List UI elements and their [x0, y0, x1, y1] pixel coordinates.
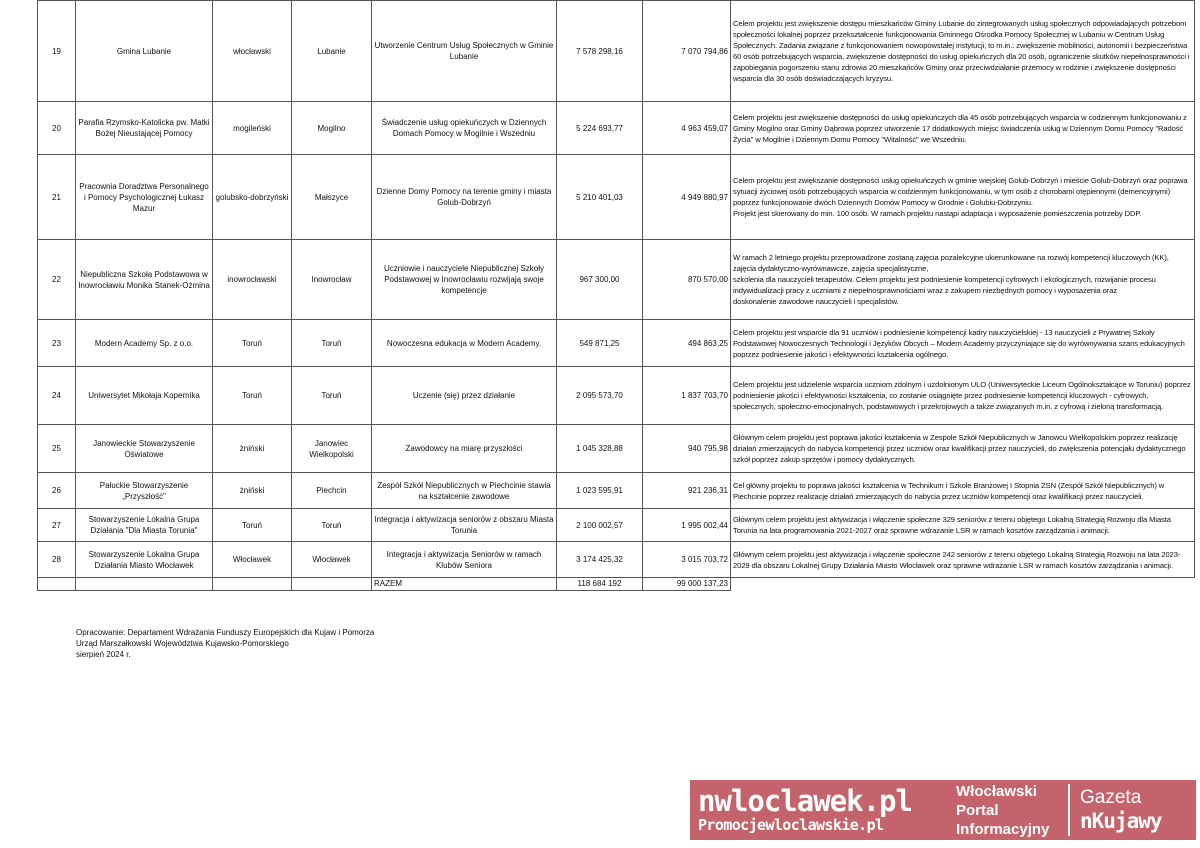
footer-line: sierpień 2024 r. [76, 650, 131, 659]
document-footer [76, 627, 374, 660]
table-body [38, 1, 1195, 591]
table-row [38, 320, 1195, 367]
beneficiary-cell: Niepubliczna Szkoła Podstawowa w Inowrocławiu Monika Stanek-Ożmina [76, 240, 213, 320]
watermark-banner [690, 780, 1196, 840]
funding-cell: 4 963 459,07 [643, 102, 731, 155]
commune-cell: Piechcin [292, 473, 372, 509]
commune-cell: Toruń [292, 509, 372, 542]
row-number: 22 [38, 240, 76, 320]
beneficiary-cell: Stowarzyszenie Lokalna Grupa Działania Miasto Włocławek [76, 542, 213, 578]
table-row [38, 473, 1195, 509]
banner-nkujawy-label: nKujawy [1080, 809, 1162, 833]
banner-portal-line: Włocławski [956, 782, 1037, 800]
table-row [38, 509, 1195, 542]
commune-cell: Małszyce [292, 155, 372, 240]
project-value-cell: 1 023 595,91 [557, 473, 643, 509]
description-paragraph: W ramach 2 letniego projektu przeprowadzone zostaną zajęcia pozalekcyjne ukierunkowane na rozwój kompetencji kluczowych (KK), zajęcia dydaktyczno-wyrównawcze, zajęcia specjalistyczne, [733, 253, 1169, 273]
project-value-cell: 549 871,25 [557, 320, 643, 367]
funding-cell: 870 570,00 [643, 240, 731, 320]
commune-cell: Lubanie [292, 1, 372, 102]
commune-cell: Toruń [292, 367, 372, 425]
row-number: 28 [38, 542, 76, 578]
row-number: 23 [38, 320, 76, 367]
project-title-cell: Zawodowcy na miarę przyszłości [372, 425, 557, 473]
row-number: 25 [38, 425, 76, 473]
project-value-cell: 5 224 693,77 [557, 102, 643, 155]
table-row [38, 155, 1195, 240]
project-value-cell: 2 100 002,57 [557, 509, 643, 542]
table-row [38, 367, 1195, 425]
table-row [38, 542, 1195, 578]
county-cell: inowrocławski [213, 240, 292, 320]
summary-value: 118 684 192 [557, 578, 643, 591]
table-row [38, 425, 1195, 473]
summary-blank [731, 578, 1195, 591]
county-cell: Toruń [213, 367, 292, 425]
funding-cell: 3 015 703,72 [643, 542, 731, 578]
banner-portal-line: Informacyjny [956, 820, 1050, 838]
project-value-cell: 2 095 573,70 [557, 367, 643, 425]
commune-cell: Toruń [292, 320, 372, 367]
description-cell: Cel główny projektu to poprawa jakości kształcenia w Technikum i Szkole Branżowej I Stopnia ZSN (Zespół Szkół Niepublicznych) w Piechcinie poprzez realizację działań zmierzających do nabycia przez uczniów kompetencji oraz kwalifikacji przez nauczycieli. [731, 473, 1195, 509]
summary-empty-cell [38, 578, 76, 591]
project-title-cell: Uczenie (się) przez działanie [372, 367, 557, 425]
beneficiary-cell: Modern Academy Sp. z o.o. [76, 320, 213, 367]
description-cell: Celem projektu jest udzielenie wsparcia uczniom zdolnym i uzdolnionym ULO (Uniwersyteckie Liceum Ogólnokształcące w Toruniu) poprzez podniesienie jakości i efektywności kształcenia, co zostanie osiągnięte przez podniesienie kompetencji kluczowych - cyfrowych, społecznych, społeczno-emocjonalnych, podstawowych i przekrojowych a także związanych m.in. z cyfrową i zieloną transformacją. [731, 367, 1195, 425]
footer-line: Opracowanie: Departament Wdrażania Funduszy Europejskich dla Kujaw i Pomorza [76, 628, 375, 637]
banner-portal [950, 780, 1062, 840]
project-value-cell: 5 210 401,03 [557, 155, 643, 240]
project-value-cell: 7 578 298,16 [557, 1, 643, 102]
banner-divider [1068, 784, 1070, 836]
row-number: 24 [38, 367, 76, 425]
row-number: 19 [38, 1, 76, 102]
beneficiary-cell: Parafia Rzymsko-Katolicka pw. Matki Bożej Nieustającej Pomocy [76, 102, 213, 155]
description-cell: Głównym celem projektu jest poprawa jakości kształcenia w Zespole Szkół Niepublicznych w Janowcu Wielkopolskim poprzez realizację działań zmierzających do nabycia kompetencji przez uczniów oraz kwalifikacji przez nauczycieli, do zwiększenia potencjału dydaktycznego szkół poprzez zakup sprzętów i pomocy dydaktycznych. [731, 425, 1195, 473]
summary-row [38, 578, 1195, 591]
summary-empty-cell [292, 578, 372, 591]
project-value-cell: 3 174 425,32 [557, 542, 643, 578]
funding-cell: 940 795,98 [643, 425, 731, 473]
county-cell: żniński [213, 425, 292, 473]
project-title-cell: Zespół Szkół Niepublicznych w Piechcinie stawia na kształcenie zawodowe [372, 473, 557, 509]
commune-cell: Inowrocław [292, 240, 372, 320]
footer-line: Urząd Marszałkowski Województwa Kujawsko-Pomorskiego [76, 639, 289, 648]
table-row [38, 102, 1195, 155]
county-cell: Toruń [213, 320, 292, 367]
project-title-cell: Świadczenie usług opiekuńczych w Dziennych Domach Pomocy w Mogilnie i Wszedniu [372, 102, 557, 155]
project-value-cell: 967 300,00 [557, 240, 643, 320]
project-title-cell: Utworzenie Centrum Usług Społecznych w Gminie Lubanie [372, 1, 557, 102]
beneficiary-cell: Uniwersytet Mikołaja Kopernika [76, 367, 213, 425]
funding-cell: 1 837 703,70 [643, 367, 731, 425]
funding-cell: 494 863,25 [643, 320, 731, 367]
row-number: 27 [38, 509, 76, 542]
commune-cell: Mogilno [292, 102, 372, 155]
banner-portal-line: Portal [956, 801, 999, 819]
summary-empty-cell [76, 578, 213, 591]
banner-sites [690, 780, 950, 840]
project-title-cell: Dzienne Domy Pomocy na terenie gminy i miasta Golub-Dobrzyń [372, 155, 557, 240]
description-paragraph: Celem projektu jest zwiększanie dostępności usług opiekuńczych w gminie wiejskiej Golub-Dobrzyń i mieście Golub-Dobrzyń oraz poprawa sytuacji życiowej osób potrzebujących wsparcia w codziennym funkcjonowaniu, w tym osób z chorobami otępiennymi (demencyjnymi) poprzez funkcjonowanie dwóch Dziennych Domów Pomocy w Grodnie i Golubiu-Dobrzyniu. [733, 176, 1188, 207]
description-paragraph: Projekt jest skierowany do min. 100 osób. W ramach projektu nastąpi adaptacja i wyposażenie pomieszczenia potrzeby DDP. [733, 209, 1142, 218]
funding-cell: 1 995 002,44 [643, 509, 731, 542]
description-cell: Celem projektu jest zwiększenie dostępności do usług opiekuńczych dla 45 osób potrzebujących wsparcia w codziennym funkcjonowaniu z Gminy Mogilno oraz Gminy Dąbrowa poprzez utworzenie 17 dodatkowych miejsc świadczenia usług w Dziennym Domu Pomocy "Radość Życia" w Mogilnie i Dziennym Domu Pomocy "Witalność" we Wszedniu. [731, 102, 1195, 155]
project-value-cell: 1 045 328,88 [557, 425, 643, 473]
description-cell: Celem projektu jest wsparcie dla 91 uczniów i podniesienie kompetencji kadry nauczycielskiej - 13 nauczycieli z Prywatnej Szkoły Podstawowej Nowoczesnych Technologii i Języków Obcych – Modern Academy przyczyniające się do wyrównywania szans edukacyjnych poprzez podniesienie jakości i efektywności kształcenia ogólnego. [731, 320, 1195, 367]
county-cell: mogileński [213, 102, 292, 155]
banner-gazeta [1076, 780, 1196, 840]
funding-cell: 7 070 794,86 [643, 1, 731, 102]
beneficiary-cell: Pracownia Doradztwa Personalnego i Pomocy Psychologicznej Łukasz Mazur [76, 155, 213, 240]
project-title-cell: Integracja i aktywizacja Seniorów w ramach Klubów Seniora [372, 542, 557, 578]
beneficiary-cell: Pałuckie Stowarzyszenie „Przyszłość” [76, 473, 213, 509]
table-row [38, 1, 1195, 102]
row-number: 20 [38, 102, 76, 155]
county-cell: włocławski [213, 1, 292, 102]
summary-funding: 99 000 137,23 [643, 578, 731, 591]
row-number: 26 [38, 473, 76, 509]
description-cell [731, 155, 1195, 240]
banner-gazeta-label: Gazeta [1080, 787, 1142, 808]
project-title-cell: Integracja i aktywizacja seniorów z obszaru Miasta Torunia [372, 509, 557, 542]
project-title-cell: Uczniowie i nauczyciele Niepublicznej Szkoły Podstawowej w Inowrocławiu rozwijają swoje kompetencje [372, 240, 557, 320]
county-cell: Toruń [213, 509, 292, 542]
banner-site-main: nwloclawek.pl [698, 784, 912, 818]
projects-table [37, 0, 1195, 591]
beneficiary-cell: Stowarzyszenie Lokalna Grupa Działania "Dla Miasta Torunia" [76, 509, 213, 542]
county-cell: golubsko-dobrzyński [213, 155, 292, 240]
beneficiary-cell: Janowieckie Stowarzyszenie Oświatowe [76, 425, 213, 473]
description-cell: Celem projektu jest zwiększenie dostępu mieszkańców Gminy Lubanie do zintegrowanych usług społecznych odpowiadających potrzebom społeczności lokalnej poprzez przekształcenie funkcjonowania Gminnego Ośrodka Pomocy Społecznej w Lubaniu w Centrum Usług Społecznych. Zadania związane z funkcjonowaniem nowopowstałej instytucji, to m.in.: zwiększenie mobilności, autonomii i bezpieczeństwa 60 osób potrzebujących wsparcia, zwiększenie dostępności do usług opiekuńczych dla 20 osób, ograniczenie skutków niepełnosprawności i zapobiegania pogorszeniu stanu zdrowia 20 mieszkańców Gminy oraz przeciwdziałanie przemocy w rodzinie i zwiększenie dostępności wsparcia dla 30 osób doświadczających kryzysu. [731, 1, 1195, 102]
description-cell: Głównym celem projektu jest aktywizacja i włączenie społeczne 242 seniorów z terenu objętego Lokalną Strategią Rozwoju na lata 2023-2029 dla obszaru Lokalnej Grupy Działania Miasto Włocławek oraz sprawne wdrażanie LSR w ramach kosztów zarządzania i animacji. [731, 542, 1195, 578]
description-cell: Głównym celem projektu jest aktywizacja i włączenie społeczne 329 seniorów z terenu objętego Lokalną Strategią Rozwoju dla Miasta Torunia na lata programowania 2021-2027 oraz sprawne wdrażanie LSR w ramach kosztów zarządzania i animacji. [731, 509, 1195, 542]
banner-site-secondary: Promocjewloclawskie.pl [698, 816, 884, 834]
description-cell [731, 240, 1195, 320]
description-paragraph: doskonalenie zawodowe nauczycieli i specjalistów. [733, 297, 899, 306]
beneficiary-cell: Gmina Lubanie [76, 1, 213, 102]
project-title-cell: Nowoczesna edukacja w Modern Academy. [372, 320, 557, 367]
funding-cell: 4 949 880,97 [643, 155, 731, 240]
summary-empty-cell [213, 578, 292, 591]
table-row [38, 240, 1195, 320]
funding-cell: 921 236,31 [643, 473, 731, 509]
county-cell: Włocławek [213, 542, 292, 578]
description-paragraph: szkolenia dla nauczycieli terapeutów. Celem projektu jest podniesienie kompetencji cyfrowych i ekologicznych, rozwijanie procesu indywidualizacji pracy z uczniami z niepełnosprawnościami wraz z zakupem niezbędnych pomocy i wyposażenia oraz [733, 275, 1156, 295]
commune-cell: Janowiec Wielkopolski [292, 425, 372, 473]
summary-label: RAZEM [372, 578, 557, 591]
county-cell: żniński [213, 473, 292, 509]
commune-cell: Włocławek [292, 542, 372, 578]
row-number: 21 [38, 155, 76, 240]
